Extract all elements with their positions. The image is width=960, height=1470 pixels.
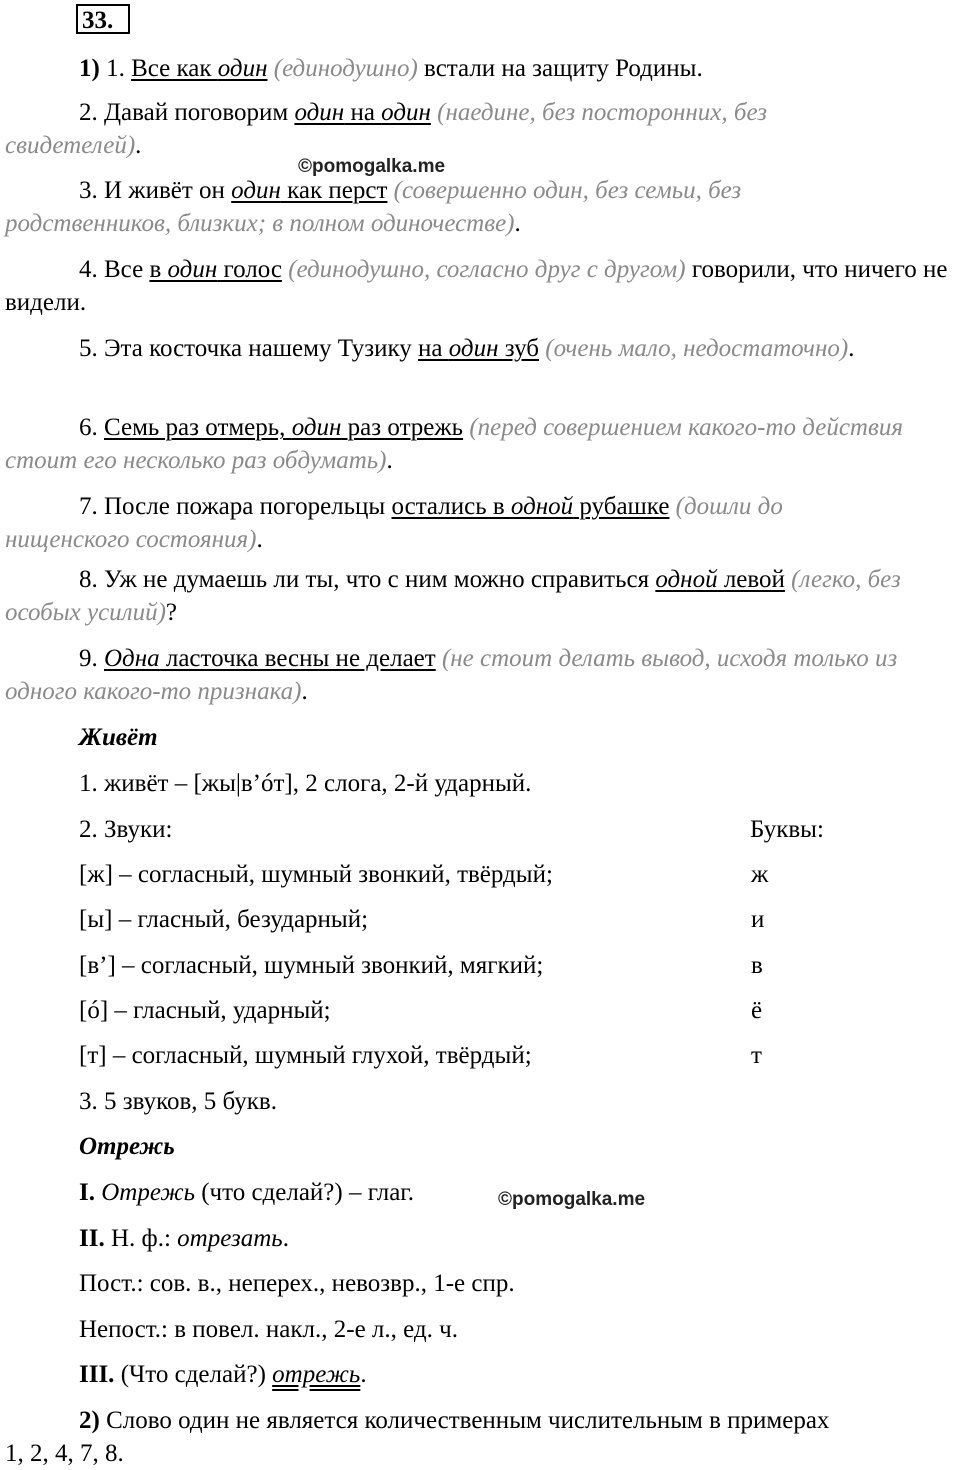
item-text: Уж не думаешь ли ты, что с ним можно справиться [104, 566, 656, 593]
item-8 [5, 563, 945, 629]
item-2 [5, 96, 905, 162]
item-text: Эта косточка нашему Тузику [104, 335, 419, 362]
sounds-header: 2. Звуки: [79, 816, 173, 843]
gloss: (единодушно) [273, 55, 418, 82]
morph-line-3: III. (Что сделай?) отрежь. [79, 1361, 367, 1388]
item-text: встали на защиту Родины. [417, 55, 703, 82]
gloss: (дошли до нищенского состояния) [5, 493, 783, 553]
phrase: Все как один [131, 55, 268, 82]
phonetic-line-3: 3. 5 звуков, 5 букв. [79, 1088, 277, 1115]
sound-row: [ы] – гласный, безударный; [79, 906, 369, 933]
phrase: Одна ласточка весны не делает [104, 645, 436, 672]
phrase: один как перст [231, 177, 388, 204]
gloss: (очень мало, недостаточно) [545, 335, 849, 362]
item-text: Все [104, 256, 150, 283]
phrase: остались в одной рубашке [391, 493, 670, 520]
item-number: 3. [79, 177, 98, 204]
phrase: один на один [294, 99, 431, 126]
item-1 [79, 52, 703, 85]
phrase: на один зуб [418, 335, 539, 362]
gloss: (совершенно один, без семьи, без родственников, близких; в полном одиночестве) [5, 177, 742, 237]
watermark: ©pomogalka.me [498, 1189, 646, 1210]
item-text: Давай поговорим [104, 99, 295, 126]
item-number: 4. [79, 256, 98, 283]
gloss: (не стоит делать вывод, исходя только из одного какого-то признака) [5, 645, 898, 705]
phrase: в один голос [149, 256, 282, 283]
item-number: 6. [79, 414, 98, 441]
exercise-number: 33. [76, 4, 130, 34]
gloss: (перед совершением какого-то действия стоит его несколько раз обдумать) [5, 414, 903, 474]
item-7 [5, 490, 905, 556]
item-6 [5, 411, 925, 477]
phrase: Семь раз отмерь, один раз отрежь [104, 414, 464, 441]
item-number: 1. [106, 55, 125, 82]
letter-cell: т [751, 1042, 762, 1069]
item-number: 7. [79, 493, 98, 520]
letter-cell: ё [751, 997, 763, 1024]
item-number: 8. [79, 566, 98, 593]
item-number: 9. [79, 645, 98, 672]
item-text: . [848, 335, 855, 362]
item-3 [5, 174, 905, 240]
item-text: . [514, 210, 521, 237]
item-number: 2. [79, 99, 98, 126]
sound-row: [ó] – гласный, ударный; [79, 997, 331, 1024]
morph-heading: Отрежь [79, 1133, 175, 1160]
item-text: После пожара погорельцы [104, 493, 392, 520]
item-text: . [135, 132, 142, 159]
gloss: (единодушно, согласно друг с другом) [288, 256, 686, 283]
morph-line-1: I. Отрежь (что сделай?) – глаг. [79, 1179, 414, 1206]
sound-row: [ж] – согласный, шумный звонкий, твёрдый; [79, 861, 553, 888]
item-text: . [256, 526, 263, 553]
item-text: говорили, что ничего не видели. [5, 256, 948, 316]
morph-post: Пост.: сов. в., неперех., невозвр., 1-е спр. [79, 1270, 515, 1297]
item-5 [5, 332, 905, 365]
item-text: . [386, 447, 393, 474]
item-number: 5. [79, 335, 98, 362]
part-1-label: 1) [79, 55, 100, 82]
sound-row: [в’] – согласный, шумный звонкий, мягкий; [79, 952, 544, 979]
letter-cell: и [751, 906, 765, 933]
item-9 [5, 642, 915, 708]
gloss: (наедине, без посторонних, без свидетелей) [5, 99, 767, 159]
phrase: одной левой [655, 566, 785, 593]
item-text: . [301, 678, 308, 705]
letter-cell: ж [751, 861, 769, 888]
watermark: ©pomogalka.me [298, 156, 446, 177]
part-2-line-2: 1, 2, 4, 7, 8. [5, 1440, 124, 1467]
phonetic-line-1: 1. живёт – [жы|в’óт], 2 слога, 2-й ударный. [79, 770, 532, 797]
item-4 [5, 253, 960, 319]
item-text: ? [165, 599, 178, 626]
sound-row: [т] – согласный, шумный глухой, твёрдый; [79, 1042, 532, 1069]
letter-cell: в [751, 952, 763, 979]
gloss: (легко, без особых усилий) [5, 566, 901, 626]
morph-line-2: II. Н. ф.: отрезать. [79, 1225, 289, 1252]
letters-header: Буквы: [750, 816, 824, 843]
item-text: И живёт он [104, 177, 232, 204]
part-2-line-1: 2) Слово один не является количественным числительным в примерах [79, 1407, 830, 1434]
morph-nepost: Непост.: в повел. накл., 2-е л., ед. ч. [79, 1316, 458, 1343]
phonetic-heading: Живёт [79, 724, 158, 751]
